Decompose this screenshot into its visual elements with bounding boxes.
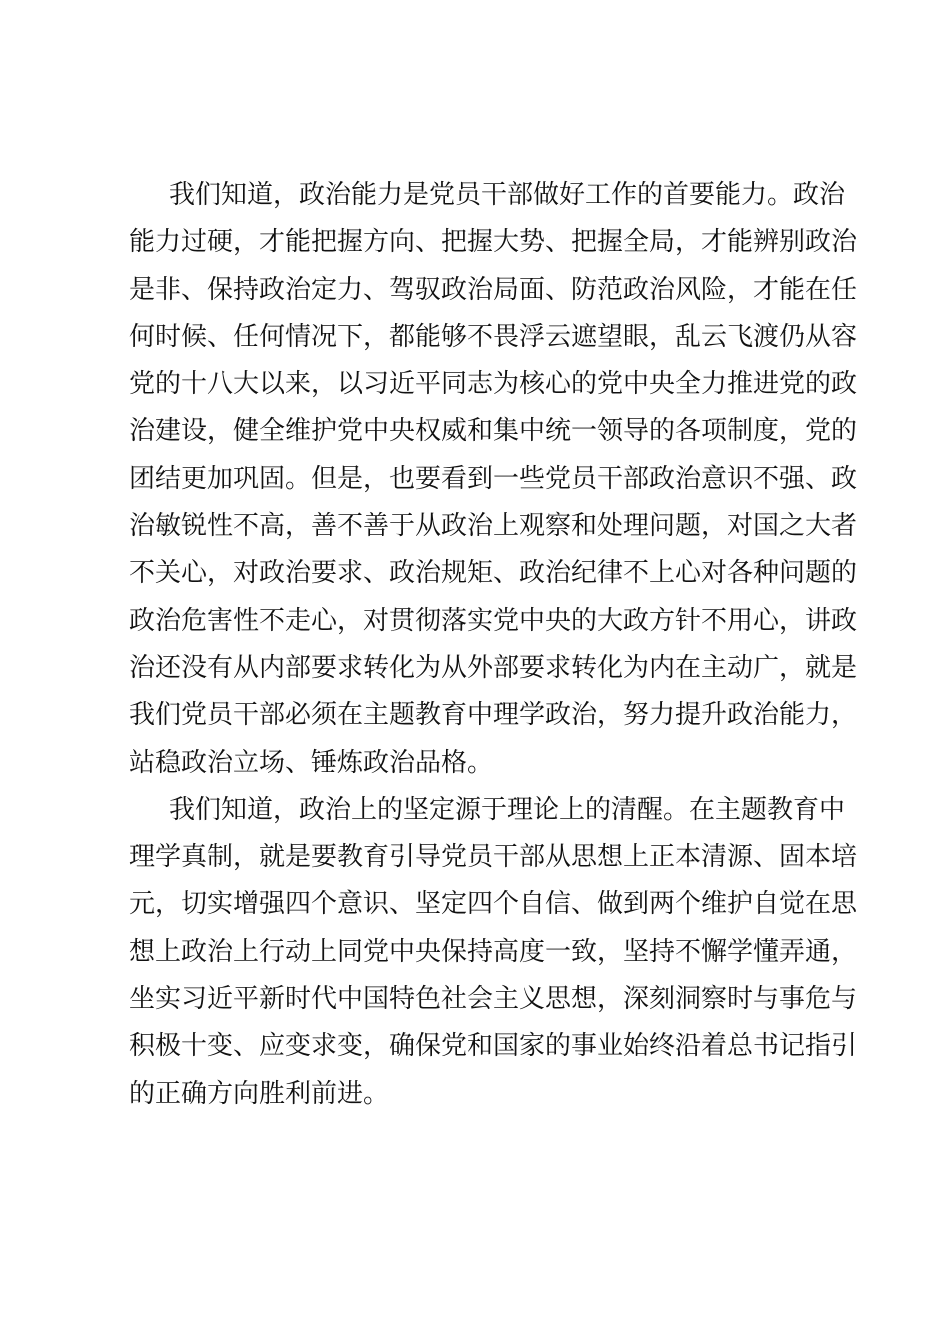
paragraph-1 [129,172,858,787]
paragraph-line: 我们知道，政治上的坚定源于理论上的清醒。在主题教育中 [169,794,846,825]
paragraph-line: 治敏锐性不高，善不善于从政治上观察和处理问题，对国之大者 [129,511,858,542]
paragraph-line: 党的十八大以来，以习近平同志为核心的党中央全力推进党的政 [129,369,858,400]
paragraph-line: 团结更加巩固。但是，也要看到一些党员干部政治意识不强、政 [129,463,858,494]
paragraph-line: 元，切实增强四个意识、坚定四个自信、做到两个维护自觉在思 [129,889,858,920]
paragraph-line: 政治危害性不走心，对贯彻落实党中央的大政方针不用心，讲政 [129,605,858,636]
paragraph-line: 想上政治上行动上同党中央保持高度一致，坚持不懈学懂弄通， [129,936,858,967]
paragraph-line: 治还没有从内部要求转化为从外部要求转化为内在主动广，就是 [129,652,858,683]
paragraph-line: 何时候、任何情况下，都能够不畏浮云遮望眼，乱云飞渡仍从容 [129,321,858,352]
paragraph-line: 能力过硬，才能把握方向、把握大势、把握全局，才能辨别政治 [129,227,858,258]
paragraph-line: 是非、保持政治定力、驾驭政治局面、防范政治风险，才能在任 [129,274,858,305]
paragraph-line: 不关心，对政治要求、政治规矩、政治纪律不上心对各种问题的 [129,558,858,589]
paragraph-line: 理学真制，就是要教育引导党员干部从思想上正本清源、固本培 [129,842,858,873]
paragraph-line: 积极十变、应变求变，确保党和国家的事业始终沿着总书记指引 [129,1031,858,1062]
paragraph-line: 坐实习近平新时代中国特色社会主义思想，深刻洞察时与事危与 [129,984,858,1015]
paragraph-line: 我们党员干部必须在主题教育中理学政治，努力提升政治能力， [129,700,858,731]
paragraph-2 [129,787,858,1118]
paragraph-line: 治建设，健全维护党中央权威和集中统一领导的各项制度，党的 [129,416,858,447]
paragraph-line: 站稳政治立场、锤炼政治品格。 [129,747,494,778]
paragraph-line: 的正确方向胜利前进。 [129,1078,390,1109]
paragraph-line: 我们知道，政治能力是党员干部做好工作的首要能力。政治 [169,180,846,210]
document-body [129,172,858,1118]
